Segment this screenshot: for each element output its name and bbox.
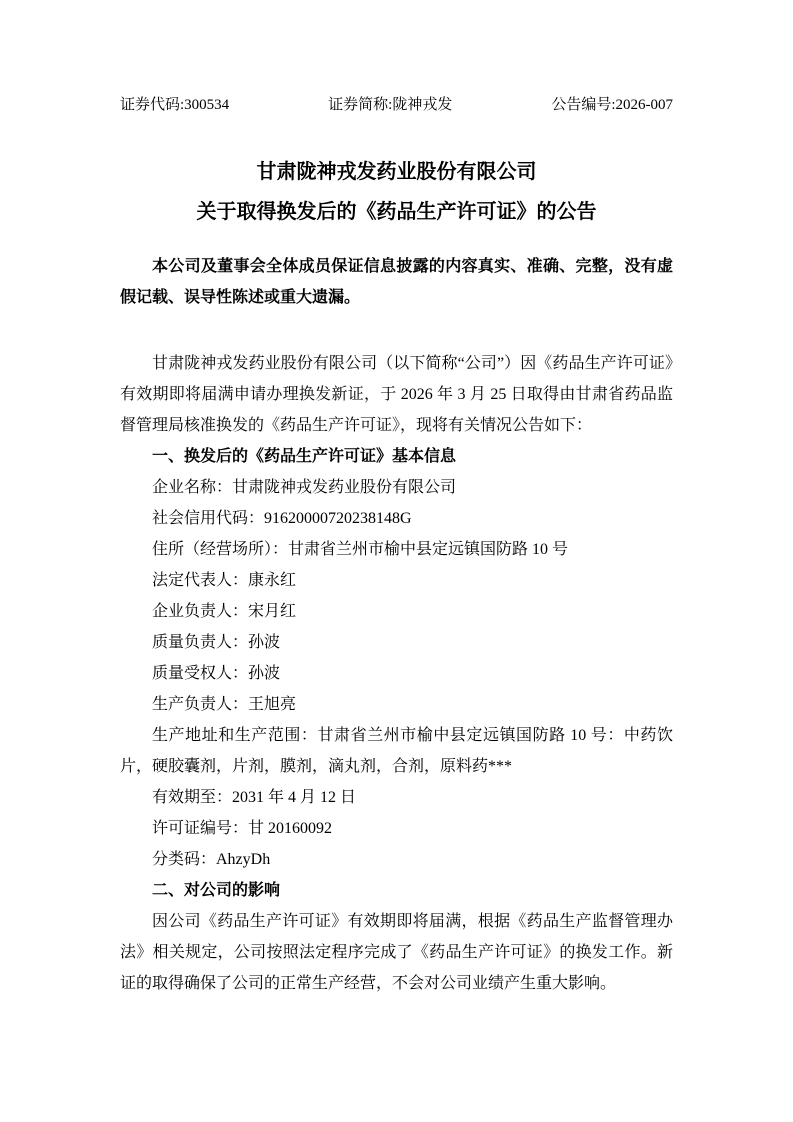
info-production-head: 生产负责人：王旭亮 <box>152 696 297 713</box>
info-classification-code: 分类码：AhzyDh <box>152 851 271 868</box>
info-legal-representative: 法定代表人：康永红 <box>152 572 297 589</box>
info-quality-authorized-person: 质量受权人：孙波 <box>152 665 281 682</box>
info-company-name: 企业名称：甘肃陇神戎发药业股份有限公司 <box>152 479 457 496</box>
info-enterprise-head: 企业负责人：宋月红 <box>152 603 297 620</box>
section2-heading: 二、对公司的影响 <box>152 882 281 899</box>
info-registered-address: 住所（经营场所）：甘肃省兰州市榆中县定远镇国防路 10 号 <box>152 541 569 558</box>
announcement-title-line: 关于取得换发后的《药品生产许可证》的公告 <box>196 201 597 223</box>
announcement-number: 公告编号:2026-007 <box>551 97 673 113</box>
intro-paragraph: 甘肃陇神戎发药业股份有限公司（以下简称“公司”）因《药品生产许可证》有效期即将届满申请办理换发新证，于 2026 年 3 月 25 日取得由甘肃省药品监督管理局核准换发的《药品生产许可证》，现将有关情况公告如下： <box>120 355 673 434</box>
section1-heading: 一、换发后的《药品生产许可证》基本信息 <box>152 448 457 465</box>
info-quality-head: 质量负责人：孙波 <box>152 634 281 651</box>
info-credit-code: 社会信用代码：91620000720238148G <box>152 510 412 527</box>
info-production-address-scope: 生产地址和生产范围：甘肃省兰州市榆中县定远镇国防路 10 号：中药饮片，硬胶囊剂，片剂，膜剂，滴丸剂，合剂，原料药*** <box>120 727 673 775</box>
disclaimer-paragraph: 本公司及董事会全体成员保证信息披露的内容真实、准确、完整，没有虚假记载、误导性陈述或重大遗漏。 <box>120 258 673 306</box>
document-title <box>120 152 673 232</box>
document-header <box>120 94 673 116</box>
stock-code: 证券代码:300534 <box>120 97 230 113</box>
impact-paragraph: 因公司《药品生产许可证》有效期即将届满，根据《药品生产监督管理办法》相关规定，公司按照法定程序完成了《药品生产许可证》的换发工作。新证的取得确保了公司的正常生产经营，不会对公司业绩产生重大影响。 <box>120 913 673 992</box>
info-valid-until: 有效期至：2031 年 4 月 12 日 <box>152 789 357 806</box>
info-license-number: 许可证编号：甘 20160092 <box>152 820 333 837</box>
stock-short-name: 证券简称:陇神戎发 <box>328 97 453 113</box>
company-name-title-line: 甘肃陇神戎发药业股份有限公司 <box>256 161 537 183</box>
